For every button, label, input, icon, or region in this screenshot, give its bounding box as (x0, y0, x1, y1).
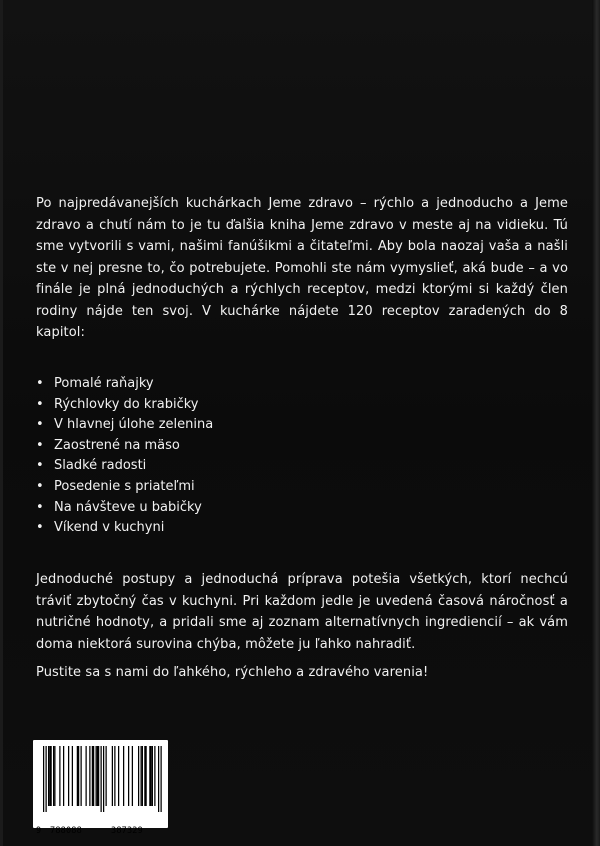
barcode-bar (118, 746, 119, 806)
barcode-bar (51, 746, 52, 806)
chapter-label: Na návšteve u babičky (54, 499, 202, 515)
barcode-bar (112, 746, 113, 806)
chapter-item (36, 415, 213, 436)
barcode-bar (77, 746, 78, 806)
outro-paragraph (36, 569, 568, 655)
barcode-bar (59, 746, 60, 806)
barcode-bar (97, 746, 98, 806)
barcode-bar (78, 746, 79, 806)
barcode-bar (158, 746, 159, 812)
barcode-bar (106, 746, 107, 806)
closing-paragraph (36, 662, 568, 684)
chapter-label: V hlavnej úlohe zelenina (54, 417, 214, 433)
barcode-bar (146, 746, 147, 806)
barcode-right-group: 387329 (111, 826, 143, 836)
barcode-bar (138, 746, 139, 806)
barcode-bar (49, 746, 50, 806)
cover-edge-right (592, 0, 600, 846)
barcode-bar (142, 746, 143, 806)
chapter-label: Posedenie s priateľmi (54, 478, 195, 494)
barcode-bar (151, 746, 152, 806)
barcode-bars-icon (33, 740, 168, 814)
chapter-label: Zaostrené na mäso (54, 437, 180, 453)
bullet-icon: • (36, 478, 44, 494)
barcode-bar (81, 746, 82, 806)
chapter-item (36, 374, 213, 395)
barcode-bar (123, 746, 124, 806)
chapter-item (36, 436, 213, 457)
barcode-bar (54, 746, 55, 806)
barcode-left-group: 788088 (50, 826, 82, 836)
barcode-bar (93, 746, 94, 806)
barcode-bar (48, 746, 49, 806)
bullet-icon: • (36, 376, 44, 391)
barcode-bar (128, 746, 129, 806)
barcode-bar (89, 746, 90, 806)
barcode-bar (141, 746, 142, 806)
cover-edge-left (0, 0, 3, 846)
barcode-bar (144, 746, 145, 806)
chapter-item (36, 477, 213, 498)
barcode-bar (53, 746, 54, 806)
chapter-item (36, 456, 213, 477)
bullet-icon: • (36, 437, 44, 453)
bullet-icon: • (36, 396, 44, 412)
bullet-icon: • (36, 499, 44, 515)
barcode-bar (132, 746, 133, 806)
isbn-barcode (33, 740, 168, 836)
intro-paragraph (36, 193, 568, 344)
intro-text: Po najpredávanejších kuchárkach Jeme zdravo – rýchlo a jednoducho a Jeme zdravo a chutí nám to je tu ďalšia kniha Jeme zdravo v meste aj na vidieku. Tú sme vytvorili s vami, našimi fanúšikmi a čitateľmi. Aby bola naozaj vaša a našli ste v nej presne to, čo potrebujete. Pomohli ste nám vymyslieť, aká bude – a vo finále je plná jednoduchých a rýchlych receptov, medzi ktorými si každý člen rodiny nájde ten svoj. V kuchárke nájdete 120 receptov zaradených do 8 kapitol: (36, 196, 568, 340)
outro-text: Jednoduché postupy a jednoduchá príprava potešia všetkých, ktorí nechcú tráviť zbytočný čas v kuchyni. Pri každom jedle je uvedená časová náročnosť a nutričné hodnoty, a pridali sme aj zoznam alternatívnych ingrediencií – ak vám doma niektorá surovina chýba, môžete ju ľahko nahradiť. (36, 572, 568, 652)
chapter-label: Rýchlovky do krabičky (54, 396, 199, 412)
barcode-bar (43, 746, 44, 812)
barcode-bar (46, 746, 47, 812)
barcode-bar (149, 746, 150, 806)
bullet-icon: • (36, 458, 44, 474)
chapter-label: Pomalé raňajky (54, 376, 154, 391)
barcode-bar (63, 746, 64, 806)
chapter-item (36, 498, 213, 519)
closing-text: Pustite sa s nami do ľahkého, rýchleho a zdravého varenia! (36, 665, 429, 680)
barcode-bar (68, 746, 69, 806)
barcode-bar (86, 746, 87, 806)
chapter-item (36, 395, 213, 416)
bullet-icon: • (36, 417, 44, 433)
barcode-bar (72, 746, 73, 806)
barcode-bar (114, 746, 115, 806)
barcode-bar (92, 746, 93, 806)
barcode-bar (161, 746, 162, 812)
barcode-bar (98, 746, 99, 806)
barcode-bar (103, 746, 104, 812)
barcode-bar (101, 746, 102, 812)
barcode-lead-digit: 9 (36, 826, 42, 836)
barcode-bar (154, 746, 155, 806)
chapter-item (36, 518, 213, 539)
chapter-label: Sladké radosti (54, 458, 147, 474)
bullet-icon: • (36, 520, 44, 536)
chapter-list (36, 374, 213, 539)
chapter-label: Víkend v kuchyni (54, 520, 165, 536)
barcode-bar (96, 746, 97, 806)
barcode-bar (152, 746, 153, 806)
